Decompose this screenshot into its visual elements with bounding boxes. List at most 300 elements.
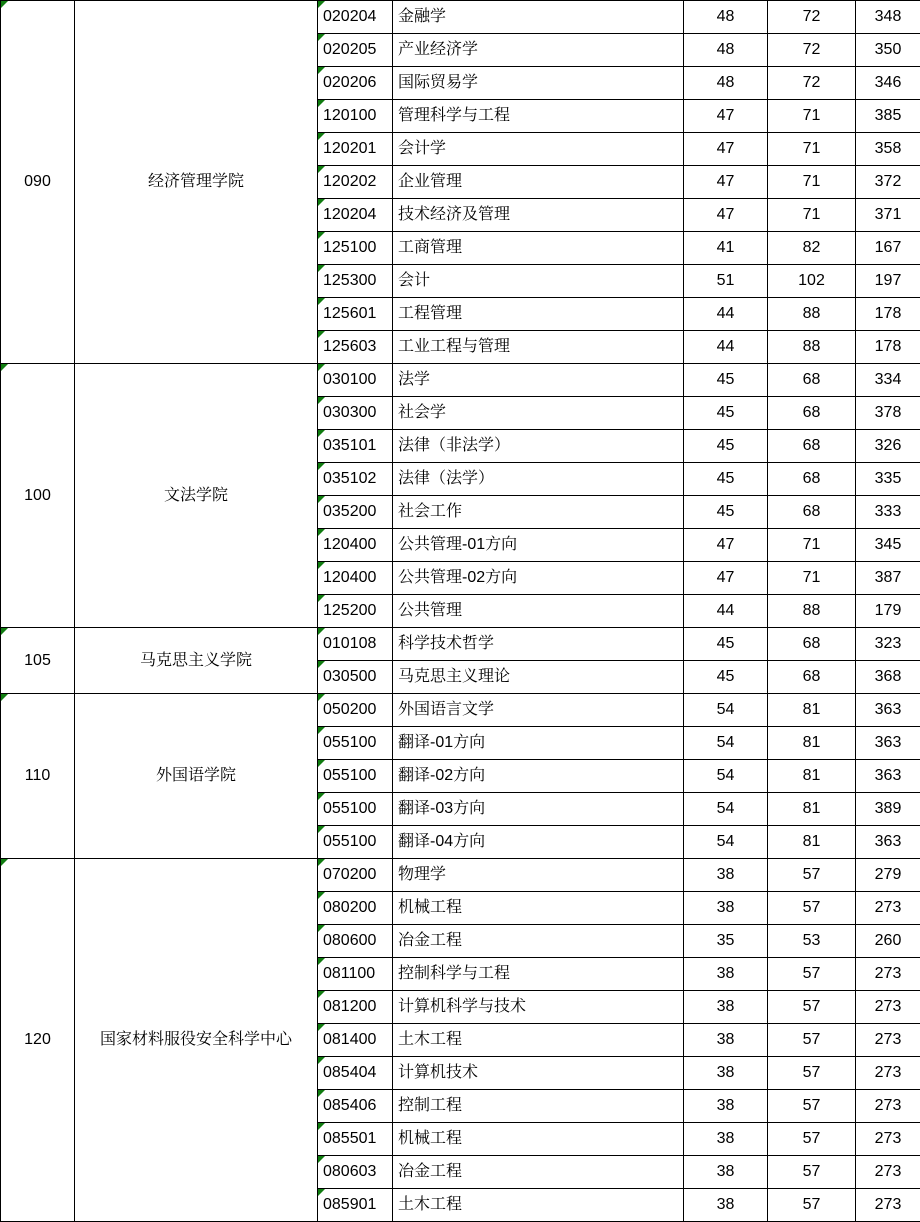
stored-as-text-indicator-icon [318, 661, 325, 668]
score3-cell[interactable] [856, 562, 920, 595]
major-name-cell-value: 企业管理 [398, 173, 463, 190]
major-name-cell[interactable] [393, 595, 684, 628]
score3-cell-value: 326 [874, 437, 902, 454]
major-code-cell[interactable] [318, 1123, 393, 1156]
score1-cell-value: 47 [716, 107, 735, 124]
score3-cell[interactable] [856, 133, 920, 166]
major-name-cell[interactable] [393, 892, 684, 925]
score2-cell[interactable] [768, 958, 856, 991]
score1-cell[interactable] [684, 1024, 768, 1057]
major-name-cell-value: 管理科学与工程 [398, 107, 511, 124]
score2-cell-value: 68 [802, 503, 821, 520]
major-code-cell-value: 125603 [323, 338, 377, 355]
score2-cell[interactable] [768, 34, 856, 67]
college-name-cell-value: 文法学院 [163, 486, 228, 504]
score2-cell[interactable] [768, 1024, 856, 1057]
score2-cell[interactable] [768, 397, 856, 430]
score1-cell-value: 54 [716, 701, 735, 718]
college-code-cell[interactable] [1, 694, 75, 859]
score1-cell[interactable] [684, 793, 768, 826]
score3-cell[interactable] [856, 1189, 920, 1222]
score2-cell-value: 57 [802, 1163, 821, 1180]
score3-cell[interactable] [856, 727, 920, 760]
major-code-cell[interactable] [318, 793, 393, 826]
score1-cell[interactable] [684, 397, 768, 430]
major-code-cell-value: 125200 [323, 602, 377, 619]
major-code-cell[interactable] [318, 397, 393, 430]
major-code-cell[interactable] [318, 1189, 393, 1222]
major-name-cell-value: 公共管理 [398, 602, 463, 619]
score1-cell[interactable] [684, 991, 768, 1024]
score2-cell[interactable] [768, 364, 856, 397]
major-code-cell-value: 020205 [323, 41, 377, 58]
score3-cell[interactable] [856, 991, 920, 1024]
score1-cell[interactable] [684, 760, 768, 793]
stored-as-text-indicator-icon [318, 628, 325, 635]
college-code-cell-value: 120 [24, 1031, 51, 1048]
major-name-cell[interactable] [393, 430, 684, 463]
major-name-cell[interactable] [393, 628, 684, 661]
major-code-cell[interactable] [318, 67, 393, 100]
major-name-cell[interactable] [393, 364, 684, 397]
score2-cell[interactable] [768, 1123, 856, 1156]
college-code-cell[interactable] [1, 364, 75, 628]
score3-cell[interactable] [856, 1090, 920, 1123]
major-name-cell[interactable] [393, 34, 684, 67]
table-row [1, 1, 920, 34]
score3-cell[interactable] [856, 859, 920, 892]
major-name-cell-value: 社会工作 [398, 503, 463, 520]
score3-cell[interactable] [856, 694, 920, 727]
major-code-cell-value: 085404 [323, 1064, 377, 1081]
score1-cell-value: 54 [716, 767, 735, 784]
score3-cell[interactable] [856, 100, 920, 133]
score1-cell[interactable] [684, 298, 768, 331]
major-code-cell-value: 035200 [323, 503, 377, 520]
score2-cell-value: 53 [802, 932, 821, 949]
major-code-cell[interactable] [318, 34, 393, 67]
college-code-cell[interactable] [1, 628, 75, 694]
major-code-cell[interactable] [318, 628, 393, 661]
major-code-cell[interactable] [318, 958, 393, 991]
score1-cell-value: 38 [716, 1130, 735, 1147]
major-code-cell-value: 055100 [323, 800, 377, 817]
major-code-cell[interactable] [318, 595, 393, 628]
score2-cell[interactable] [768, 1189, 856, 1222]
major-name-cell[interactable] [393, 232, 684, 265]
score2-cell[interactable] [768, 859, 856, 892]
score3-cell[interactable] [856, 1156, 920, 1189]
major-code-cell-value: 125300 [323, 272, 377, 289]
major-code-cell-value: 120202 [323, 173, 377, 190]
score3-cell[interactable] [856, 1, 920, 34]
stored-as-text-indicator-icon [318, 397, 325, 404]
score3-cell[interactable] [856, 298, 920, 331]
score1-cell-value: 45 [716, 503, 735, 520]
score1-cell-value: 35 [716, 932, 735, 949]
score2-cell[interactable] [768, 232, 856, 265]
major-name-cell[interactable] [393, 67, 684, 100]
score1-cell-value: 44 [716, 305, 735, 322]
score1-cell[interactable] [684, 133, 768, 166]
score2-cell[interactable] [768, 760, 856, 793]
major-code-cell-value: 085901 [323, 1196, 377, 1213]
score1-cell-value: 45 [716, 668, 735, 685]
stored-as-text-indicator-icon [318, 562, 325, 569]
score3-cell-value: 345 [874, 536, 902, 553]
major-code-cell[interactable] [318, 760, 393, 793]
major-code-cell[interactable] [318, 298, 393, 331]
major-code-cell[interactable] [318, 826, 393, 859]
score1-cell-value: 38 [716, 1064, 735, 1081]
score3-cell[interactable] [856, 628, 920, 661]
major-name-cell[interactable] [393, 1, 684, 34]
score2-cell[interactable] [768, 1, 856, 34]
major-code-cell[interactable] [318, 925, 393, 958]
score1-cell[interactable] [684, 925, 768, 958]
stored-as-text-indicator-icon [318, 298, 325, 305]
college-code-cell-value: 100 [24, 486, 51, 504]
major-name-cell[interactable] [393, 1156, 684, 1189]
major-name-cell-value: 技术经济及管理 [398, 206, 511, 223]
score2-cell[interactable] [768, 100, 856, 133]
score3-cell[interactable] [856, 1024, 920, 1057]
major-name-cell-value: 公共管理-02方向 [398, 569, 518, 586]
score3-cell[interactable] [856, 463, 920, 496]
major-name-cell[interactable] [393, 496, 684, 529]
major-name-cell[interactable] [393, 562, 684, 595]
score1-cell[interactable] [684, 628, 768, 661]
major-name-cell[interactable] [393, 199, 684, 232]
score3-cell-value: 178 [874, 338, 902, 355]
score1-cell[interactable] [684, 562, 768, 595]
score2-cell[interactable] [768, 1090, 856, 1123]
major-code-cell[interactable] [318, 331, 393, 364]
major-code-cell[interactable] [318, 1090, 393, 1123]
score3-cell[interactable] [856, 892, 920, 925]
score2-cell[interactable] [768, 562, 856, 595]
score1-cell-value: 47 [716, 140, 735, 157]
score3-cell[interactable] [856, 364, 920, 397]
score2-cell[interactable] [768, 67, 856, 100]
score2-cell-value: 71 [802, 536, 821, 553]
major-name-cell[interactable] [393, 760, 684, 793]
score1-cell-value: 47 [716, 536, 735, 553]
major-name-cell[interactable] [393, 133, 684, 166]
score1-cell[interactable] [684, 1057, 768, 1090]
score2-cell[interactable] [768, 331, 856, 364]
score2-cell[interactable] [768, 166, 856, 199]
major-name-cell[interactable] [393, 958, 684, 991]
score2-cell[interactable] [768, 199, 856, 232]
score1-cell[interactable] [684, 1189, 768, 1222]
score3-cell-value: 368 [874, 668, 902, 685]
score1-cell[interactable] [684, 430, 768, 463]
major-code-cell-value: 125601 [323, 305, 377, 322]
major-code-cell[interactable] [318, 166, 393, 199]
major-name-cell[interactable] [393, 265, 684, 298]
score2-cell-value: 102 [798, 272, 825, 289]
score3-cell[interactable] [856, 331, 920, 364]
score3-cell[interactable] [856, 166, 920, 199]
score3-cell[interactable] [856, 34, 920, 67]
score1-cell[interactable] [684, 166, 768, 199]
score1-cell[interactable] [684, 1156, 768, 1189]
score1-cell-value: 47 [716, 173, 735, 190]
score2-cell[interactable] [768, 1057, 856, 1090]
stored-as-text-indicator-icon [318, 496, 325, 503]
major-code-cell[interactable] [318, 661, 393, 694]
score2-cell-value: 68 [802, 668, 821, 685]
score1-cell[interactable] [684, 265, 768, 298]
score3-cell-value: 346 [874, 74, 902, 91]
major-name-cell-value: 物理学 [398, 866, 447, 883]
stored-as-text-indicator-icon [318, 430, 325, 437]
score3-cell[interactable] [856, 199, 920, 232]
score1-cell-value: 38 [716, 899, 735, 916]
score2-cell[interactable] [768, 496, 856, 529]
score3-cell-value: 378 [874, 404, 902, 421]
college-code-cell-value: 090 [24, 173, 51, 190]
score2-cell-value: 57 [802, 1097, 821, 1114]
score1-cell[interactable] [684, 1090, 768, 1123]
score1-cell-value: 48 [716, 74, 735, 91]
major-code-cell[interactable] [318, 232, 393, 265]
score3-cell[interactable] [856, 529, 920, 562]
score1-cell[interactable] [684, 727, 768, 760]
score3-cell[interactable] [856, 430, 920, 463]
major-code-cell-value: 055100 [323, 734, 377, 751]
major-name-cell-value: 控制工程 [398, 1097, 463, 1114]
score1-cell-value: 41 [716, 239, 735, 256]
score1-cell[interactable] [684, 100, 768, 133]
major-name-cell-value: 国际贸易学 [398, 74, 479, 91]
college-code-cell-value: 105 [24, 651, 51, 669]
major-name-cell[interactable] [393, 463, 684, 496]
score3-cell-value: 167 [874, 239, 902, 256]
score2-cell-value: 88 [802, 305, 821, 322]
score2-cell[interactable] [768, 628, 856, 661]
score3-cell[interactable] [856, 661, 920, 694]
score2-cell[interactable] [768, 463, 856, 496]
score3-cell[interactable] [856, 265, 920, 298]
score2-cell-value: 71 [802, 107, 821, 124]
major-name-cell[interactable] [393, 1090, 684, 1123]
score1-cell[interactable] [684, 529, 768, 562]
major-code-cell[interactable] [318, 859, 393, 892]
major-code-cell-value: 035101 [323, 437, 377, 454]
score2-cell-value: 68 [802, 404, 821, 421]
score3-cell-value: 350 [874, 41, 902, 58]
score1-cell-value: 38 [716, 998, 735, 1015]
major-name-cell-value: 翻译-03方向 [398, 800, 486, 817]
major-name-cell[interactable] [393, 991, 684, 1024]
major-code-cell-value: 070200 [323, 866, 377, 883]
major-name-cell[interactable] [393, 826, 684, 859]
major-name-cell-value: 外国语言文学 [398, 701, 495, 718]
stored-as-text-indicator-icon [318, 364, 325, 371]
score1-cell[interactable] [684, 364, 768, 397]
college-code-cell[interactable] [1, 1, 75, 364]
major-name-cell[interactable] [393, 727, 684, 760]
score2-cell[interactable] [768, 892, 856, 925]
major-code-cell[interactable] [318, 1, 393, 34]
major-name-cell[interactable] [393, 1057, 684, 1090]
score3-cell[interactable] [856, 67, 920, 100]
major-name-cell[interactable] [393, 529, 684, 562]
major-name-cell[interactable] [393, 859, 684, 892]
score1-cell-value: 54 [716, 800, 735, 817]
score2-cell[interactable] [768, 694, 856, 727]
score-table-body [1, 1, 920, 1222]
score1-cell[interactable] [684, 661, 768, 694]
stored-as-text-indicator-icon [318, 727, 325, 734]
score2-cell[interactable] [768, 529, 856, 562]
major-name-cell[interactable] [393, 694, 684, 727]
major-code-cell[interactable] [318, 265, 393, 298]
stored-as-text-indicator-icon [318, 760, 325, 767]
score3-cell-value: 371 [874, 206, 902, 223]
major-name-cell-value: 马克思主义理论 [398, 668, 511, 685]
score3-cell[interactable] [856, 925, 920, 958]
major-code-cell[interactable] [318, 529, 393, 562]
score2-cell-value: 81 [802, 767, 821, 784]
score2-cell[interactable] [768, 661, 856, 694]
major-code-cell[interactable] [318, 100, 393, 133]
score1-cell[interactable] [684, 463, 768, 496]
score3-cell[interactable] [856, 595, 920, 628]
major-code-cell[interactable] [318, 991, 393, 1024]
score3-cell-value: 363 [874, 701, 902, 718]
major-code-cell-value: 120100 [323, 107, 377, 124]
major-code-cell-value: 080200 [323, 899, 377, 916]
score2-cell[interactable] [768, 298, 856, 331]
score2-cell[interactable] [768, 991, 856, 1024]
score3-cell-value: 358 [874, 140, 902, 157]
score1-cell[interactable] [684, 694, 768, 727]
score2-cell[interactable] [768, 595, 856, 628]
score1-cell[interactable] [684, 892, 768, 925]
stored-as-text-indicator-icon [1, 1, 8, 8]
major-code-cell-value: 020206 [323, 74, 377, 91]
major-name-cell[interactable] [393, 166, 684, 199]
college-name-cell[interactable] [75, 694, 318, 859]
score3-cell[interactable] [856, 958, 920, 991]
college-name-cell[interactable] [75, 628, 318, 694]
score2-cell-value: 71 [802, 140, 821, 157]
major-code-cell-value: 080603 [323, 1163, 377, 1180]
score2-cell[interactable] [768, 133, 856, 166]
score3-cell[interactable] [856, 826, 920, 859]
stored-as-text-indicator-icon [1, 628, 8, 635]
major-code-cell[interactable] [318, 463, 393, 496]
stored-as-text-indicator-icon [318, 67, 325, 74]
table-row [1, 364, 920, 397]
college-name-cell[interactable] [75, 364, 318, 628]
major-name-cell[interactable] [393, 100, 684, 133]
major-name-cell[interactable] [393, 397, 684, 430]
score2-cell[interactable] [768, 265, 856, 298]
score2-cell[interactable] [768, 727, 856, 760]
score3-cell[interactable] [856, 1057, 920, 1090]
major-code-cell[interactable] [318, 1057, 393, 1090]
score1-cell[interactable] [684, 496, 768, 529]
major-name-cell-value: 计算机科学与技术 [398, 998, 527, 1015]
major-name-cell-value: 工程管理 [398, 305, 463, 322]
score1-cell[interactable] [684, 826, 768, 859]
major-name-cell[interactable] [393, 1123, 684, 1156]
score3-cell[interactable] [856, 793, 920, 826]
score1-cell[interactable] [684, 595, 768, 628]
major-code-cell-value: 125100 [323, 239, 377, 256]
major-name-cell[interactable] [393, 661, 684, 694]
score3-cell[interactable] [856, 1123, 920, 1156]
score1-cell[interactable] [684, 1123, 768, 1156]
major-code-cell[interactable] [318, 199, 393, 232]
score3-cell[interactable] [856, 397, 920, 430]
major-code-cell[interactable] [318, 562, 393, 595]
major-code-cell[interactable] [318, 727, 393, 760]
score1-cell[interactable] [684, 34, 768, 67]
major-code-cell[interactable] [318, 133, 393, 166]
college-name-cell[interactable] [75, 859, 318, 1222]
score3-cell[interactable] [856, 232, 920, 265]
major-name-cell-value: 翻译-04方向 [398, 833, 486, 850]
major-name-cell[interactable] [393, 1024, 684, 1057]
stored-as-text-indicator-icon [318, 892, 325, 899]
major-code-cell-value: 080600 [323, 932, 377, 949]
college-code-cell[interactable] [1, 859, 75, 1222]
score3-cell[interactable] [856, 496, 920, 529]
score1-cell[interactable] [684, 232, 768, 265]
major-code-cell[interactable] [318, 496, 393, 529]
major-code-cell[interactable] [318, 892, 393, 925]
score2-cell[interactable] [768, 430, 856, 463]
stored-as-text-indicator-icon [318, 1024, 325, 1031]
major-code-cell-value: 050200 [323, 701, 377, 718]
stored-as-text-indicator-icon [318, 232, 325, 239]
score1-cell[interactable] [684, 67, 768, 100]
major-name-cell[interactable] [393, 1189, 684, 1222]
major-code-cell[interactable] [318, 1024, 393, 1057]
score1-cell[interactable] [684, 958, 768, 991]
score2-cell[interactable] [768, 793, 856, 826]
major-code-cell[interactable] [318, 364, 393, 397]
major-name-cell[interactable] [393, 793, 684, 826]
major-code-cell-value: 055100 [323, 833, 377, 850]
major-name-cell[interactable] [393, 298, 684, 331]
score1-cell[interactable] [684, 1, 768, 34]
score3-cell-value: 372 [874, 173, 902, 190]
score2-cell[interactable] [768, 925, 856, 958]
score1-cell-value: 38 [716, 1163, 735, 1180]
major-name-cell[interactable] [393, 331, 684, 364]
major-name-cell-value: 科学技术哲学 [398, 635, 495, 652]
score2-cell-value: 57 [802, 965, 821, 982]
major-code-cell[interactable] [318, 430, 393, 463]
score2-cell[interactable] [768, 1156, 856, 1189]
college-name-cell[interactable] [75, 1, 318, 364]
major-code-cell[interactable] [318, 1156, 393, 1189]
major-code-cell[interactable] [318, 694, 393, 727]
score3-cell[interactable] [856, 760, 920, 793]
score2-cell[interactable] [768, 826, 856, 859]
score1-cell[interactable] [684, 199, 768, 232]
score1-cell[interactable] [684, 859, 768, 892]
college-name-cell-value: 国家材料服役安全科学中心 [99, 1031, 292, 1048]
score1-cell[interactable] [684, 331, 768, 364]
major-name-cell[interactable] [393, 925, 684, 958]
